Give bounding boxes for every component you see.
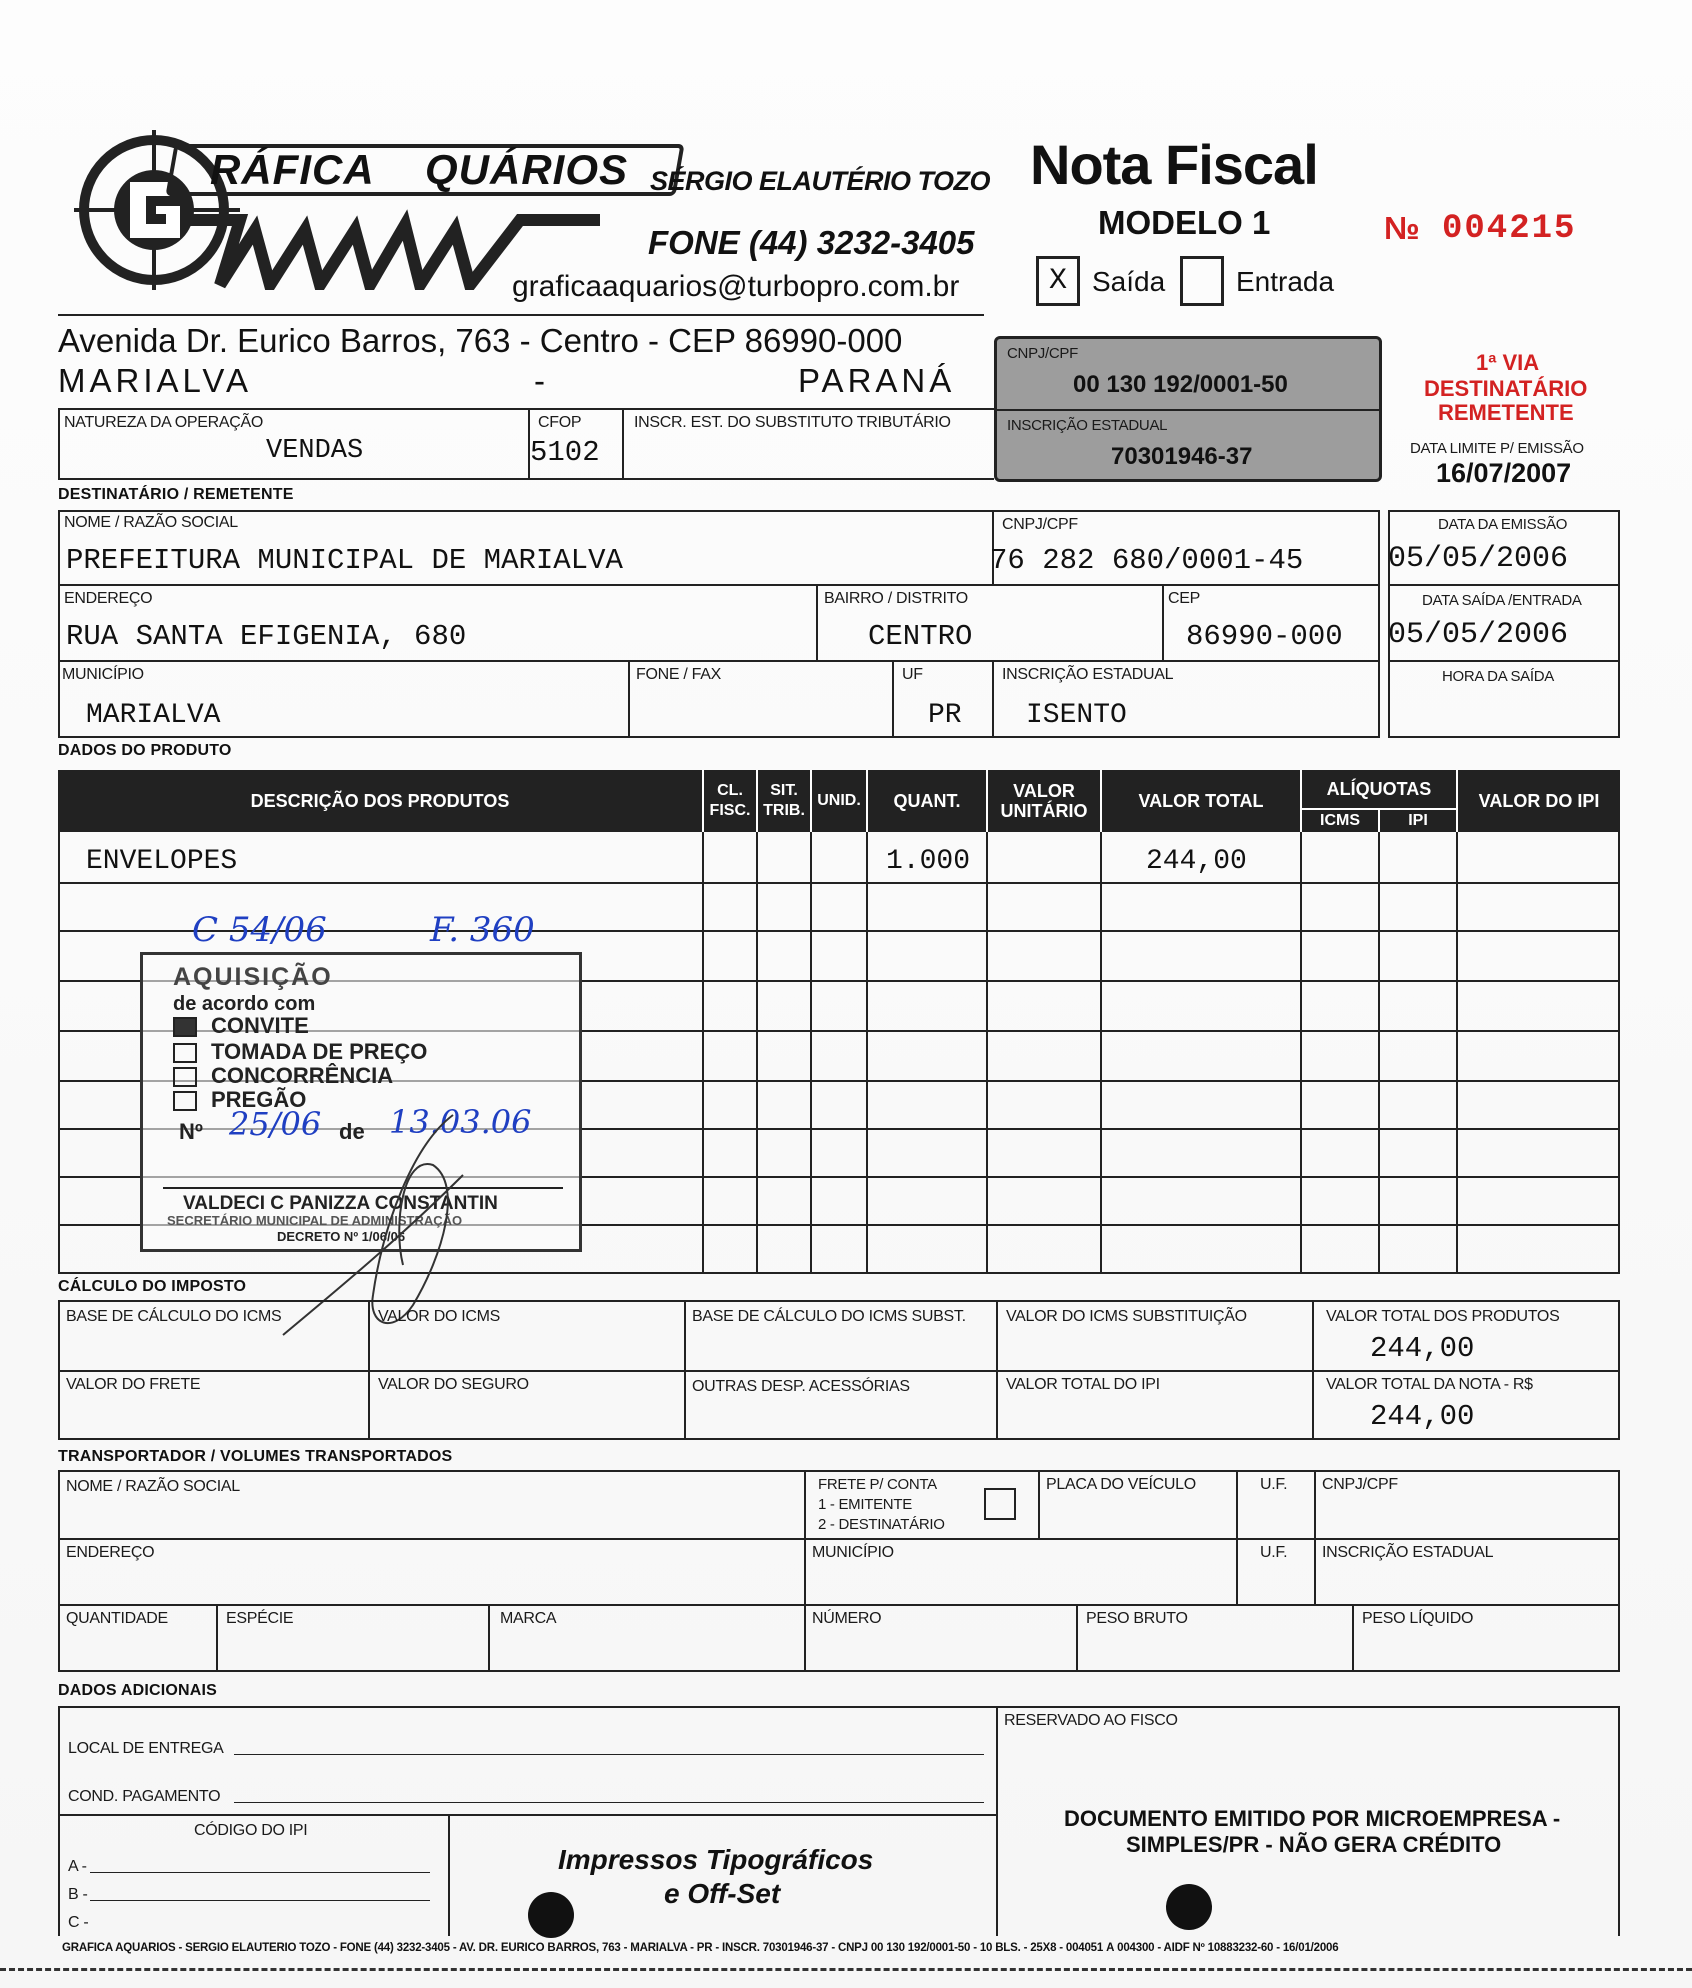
total-ipi-label: VALOR TOTAL DO IPI: [1006, 1376, 1160, 1393]
numero-label: NÚMERO: [812, 1610, 882, 1627]
header-phone: FONE (44) 3232-3405: [648, 224, 975, 261]
transp-uf-label: U.F.: [1260, 1476, 1288, 1493]
imposto-section: CÁLCULO DO IMPOSTO: [58, 1278, 247, 1295]
th-cl: CL. FISC.: [702, 770, 756, 832]
cfop-label: CFOP: [538, 414, 582, 431]
data-saida-label: DATA SAÍDA /ENTRADA: [1422, 592, 1582, 609]
marca-label: MARCA: [500, 1610, 557, 1627]
transp-cnpj-label: CNPJ/CPF: [1322, 1476, 1398, 1493]
total-nota-label: VALOR TOTAL DA NOTA - R$: [1326, 1376, 1533, 1393]
dest-cep: 86990-000: [1186, 620, 1343, 653]
hand-note-1: C 54/06: [192, 910, 327, 950]
frete-label: VALOR DO FRETE: [66, 1376, 201, 1393]
item-quant: 1.000: [886, 846, 971, 877]
dest-endereco-label: ENDEREÇO: [64, 590, 153, 607]
dest-municipio: MARIALVA: [86, 700, 221, 731]
dest-cep-label: CEP: [1168, 590, 1200, 607]
dest-bairro: CENTRO: [868, 620, 973, 653]
saida-checkbox[interactable]: [1036, 256, 1080, 306]
destinatario-section: DESTINATÁRIO / REMETENTE: [58, 486, 294, 503]
perforation-line: [0, 1968, 1692, 1971]
checkbox-convite: [173, 1017, 197, 1037]
hand-note-2: F. 360: [430, 910, 535, 950]
dest-cnpj: 76 282 680/0001-45: [990, 544, 1304, 577]
ie-subst-label: INSCR. EST. DO SUBSTITUTO TRIBUTÁRIO: [634, 414, 951, 431]
especie-label: ESPÉCIE: [226, 1610, 294, 1627]
stamp-sign-name: VALDECI C PANIZZA CONSTANTIN: [183, 1193, 498, 1214]
stamp-de-label: de: [339, 1119, 365, 1144]
base-subst-label: BASE DE CÁLCULO DO ICMS SUBST.: [692, 1308, 966, 1325]
entrada-checkbox[interactable]: [1180, 256, 1224, 306]
checkbox-tomada: [173, 1043, 197, 1063]
peso-bruto-label: PESO BRUTO: [1086, 1610, 1188, 1627]
local-entrega-label: LOCAL DE ENTREGA: [68, 1740, 224, 1757]
dest-bairro-label: BAIRRO / DISTRITO: [824, 590, 968, 607]
data-emissao: 05/05/2006: [1388, 542, 1569, 576]
transportador-section: TRANSPORTADOR / VOLUMES TRANSPORTADOS: [58, 1448, 453, 1465]
data-limite-label: DATA LIMITE P/ EMISSÃO: [1410, 440, 1584, 457]
ipi-a: A -: [68, 1858, 87, 1875]
header-city: MARIALVA: [58, 362, 252, 399]
base-icms-label: BASE DE CÁLCULO DO ICMS: [66, 1308, 282, 1325]
stamp-opt-tomada: TOMADA DE PREÇO: [173, 1039, 427, 1065]
outras-label: OUTRAS DESP. ACESSÓRIAS: [692, 1378, 910, 1395]
dest-ie-label: INSCRIÇÃO ESTADUAL: [1002, 666, 1174, 683]
saida-label: Saída: [1092, 266, 1166, 297]
item-desc: ENVELOPES: [86, 846, 238, 877]
th-sit: SIT. TRIB.: [756, 770, 810, 832]
stamp-title: AQUISIÇÃO: [173, 963, 333, 991]
dest-uf: PR: [928, 700, 962, 731]
micro-line-2: SIMPLES/PR - NÃO GERA CRÉDITO: [1126, 1832, 1502, 1857]
total-prod-label: VALOR TOTAL DOS PRODUTOS: [1326, 1308, 1560, 1325]
emitente-cnpj-label: CNPJ/CPF: [1007, 345, 1078, 362]
valor-icms-label: VALOR DO ICMS: [378, 1308, 501, 1325]
seguro-label: VALOR DO SEGURO: [378, 1376, 529, 1393]
stamp-sign-role: SECRETÁRIO MUNICIPAL DE ADMINISTRAÇÃO: [167, 1213, 463, 1228]
print-line-1: Impressos Tipográficos: [558, 1844, 874, 1875]
nota-number: 004215: [1442, 210, 1577, 248]
dest-nome: PREFEITURA MUNICIPAL DE MARIALVA: [66, 544, 623, 577]
placa-label: PLACA DO VEÍCULO: [1046, 1476, 1196, 1493]
nota-number-prefix: №: [1384, 210, 1420, 246]
footer-imprint: GRÁFICA AQUÁRIOS - SÉRGIO ELAUTÉRIO TOZO - FONE (44) 3232-3405 - AV. DR. EURICO BARROS, 763 - MARIALVA - PR - INSCR. 70301946-37 - CNPJ 00 130 192/0001-50 - 10 BLS. - 25X8 - 004051 À 004300 - AIDF Nº 10883232-60 - 16/01/2006: [62, 1942, 1339, 1954]
th-desc: DESCRIÇÃO DOS PRODUTOS: [58, 770, 702, 832]
frete-conta-2: 1 - EMITENTE: [818, 1496, 912, 1513]
th-vt: VALOR TOTAL: [1100, 770, 1300, 832]
natureza-value: VENDAS: [266, 436, 364, 466]
transp-ie-label: INSCRIÇÃO ESTADUAL: [1322, 1544, 1494, 1561]
stamp-opt-convite: CONVITE: [173, 1013, 309, 1039]
logo-text-aquarios: QUÁRIOS: [425, 146, 629, 193]
dest-fone-label: FONE / FAX: [636, 666, 722, 683]
th-icms: ICMS: [1300, 808, 1378, 832]
th-vu: VALOR UNITÁRIO: [986, 770, 1100, 832]
cfop-value: 5102: [530, 436, 600, 469]
transp-endereco-label: ENDEREÇO: [66, 1544, 155, 1561]
hole-punch-right-icon: [1166, 1884, 1212, 1930]
stamp-de-value: 13.03.06: [389, 1103, 532, 1141]
logo-text-grafica: RÁFICA: [210, 146, 375, 193]
stamp-no-label: Nº: [179, 1119, 203, 1144]
logo: [70, 130, 630, 290]
header-email: graficaaquarios@turbopro.com.br: [512, 270, 960, 303]
fisco-label: RESERVADO AO FISCO: [1004, 1712, 1178, 1729]
nota-title: Nota Fiscal: [1030, 133, 1318, 196]
data-limite: 16/07/2007: [1436, 458, 1572, 488]
stamp-sign-decree: DECRETO Nº 1/06/06: [277, 1229, 406, 1244]
owner-name: SÉRGIO ELAUTÉRIO TOZO: [650, 166, 991, 196]
via-2: DESTINATÁRIO: [1424, 376, 1588, 401]
item-total: 244,00: [1146, 846, 1247, 877]
transp-municipio-label: MUNICÍPIO: [812, 1544, 894, 1561]
emitente-box: [994, 336, 1382, 482]
entrada-label: Entrada: [1236, 266, 1335, 297]
stamp-opt-concorrencia: CONCORRÊNCIA: [173, 1063, 393, 1089]
cond-pagamento-label: COND. PAGAMENTO: [68, 1788, 221, 1805]
total-prod: 244,00: [1370, 1332, 1475, 1365]
emitente-cnpj: 00 130 192/0001-50: [1073, 371, 1288, 398]
dest-cnpj-label: CNPJ/CPF: [1002, 516, 1078, 533]
nota-model: MODELO 1: [1098, 204, 1271, 241]
th-aliq: ALÍQUOTAS: [1300, 770, 1456, 808]
stamp-opt-pregao: PREGÃO: [173, 1087, 306, 1113]
peso-liquido-label: PESO LÍQUIDO: [1362, 1610, 1474, 1627]
emitente-ie: 70301946-37: [1111, 443, 1253, 470]
adicionais-section: DADOS ADICIONAIS: [58, 1682, 218, 1699]
transp-uf2-label: U.F.: [1260, 1544, 1288, 1561]
dest-nome-label: NOME / RAZÃO SOCIAL: [64, 514, 238, 531]
dest-municipio-label: MUNICÍPIO: [62, 666, 144, 683]
saida-mark: X: [1048, 264, 1067, 298]
stamp-sub: de acordo com: [173, 993, 316, 1015]
stamp-no-value: 25/06: [229, 1105, 322, 1143]
acquisition-stamp: [140, 952, 582, 1252]
th-ipi: IPI: [1378, 808, 1456, 832]
dest-endereco: RUA SANTA EFIGENIA, 680: [66, 620, 467, 653]
header-dash: -: [534, 362, 545, 399]
th-unid: UNID.: [810, 770, 866, 832]
valor-subst-label: VALOR DO ICMS SUBSTITUIÇÃO: [1006, 1308, 1247, 1325]
data-saida: 05/05/2006: [1388, 618, 1569, 652]
quantidade-label: QUANTIDADE: [66, 1610, 168, 1627]
checkbox-pregao: [173, 1091, 197, 1111]
total-nota: 244,00: [1370, 1400, 1475, 1433]
frete-checkbox[interactable]: [984, 1488, 1016, 1520]
codigo-ipi-label: CÓDIGO DO IPI: [194, 1822, 308, 1839]
ipi-c: C -: [68, 1914, 89, 1931]
via-1: 1ª VIA: [1476, 350, 1540, 375]
header-state: PARANÁ: [798, 362, 956, 399]
produtos-section: DADOS DO PRODUTO: [58, 742, 232, 759]
frete-conta-3: 2 - DESTINATÁRIO: [818, 1516, 945, 1533]
dest-uf-label: UF: [902, 666, 923, 683]
checkbox-concorrencia: [173, 1067, 197, 1087]
micro-line-1: DOCUMENTO EMITIDO POR MICROEMPRESA -: [1064, 1806, 1561, 1831]
print-line-2: e Off-Set: [664, 1878, 781, 1909]
hora-saida-label: HORA DA SAÍDA: [1442, 668, 1554, 685]
via-3: REMETENTE: [1438, 400, 1574, 425]
transp-nome-label: NOME / RAZÃO SOCIAL: [66, 1478, 240, 1495]
natureza-label: NATUREZA DA OPERAÇÃO: [64, 414, 264, 431]
header-address: Avenida Dr. Eurico Barros, 763 - Centro - CEP 86990-000: [58, 322, 903, 359]
th-quant: QUANT.: [866, 770, 986, 832]
frete-conta-1: FRETE P/ CONTA: [818, 1476, 937, 1493]
emitente-ie-label: INSCRIÇÃO ESTADUAL: [1007, 417, 1168, 434]
hole-punch-left-icon: [528, 1892, 574, 1938]
data-emissao-label: DATA DA EMISSÃO: [1438, 516, 1568, 533]
dest-ie: ISENTO: [1026, 700, 1127, 731]
th-vipi: VALOR DO IPI: [1456, 770, 1620, 832]
ipi-b: B -: [68, 1886, 88, 1903]
